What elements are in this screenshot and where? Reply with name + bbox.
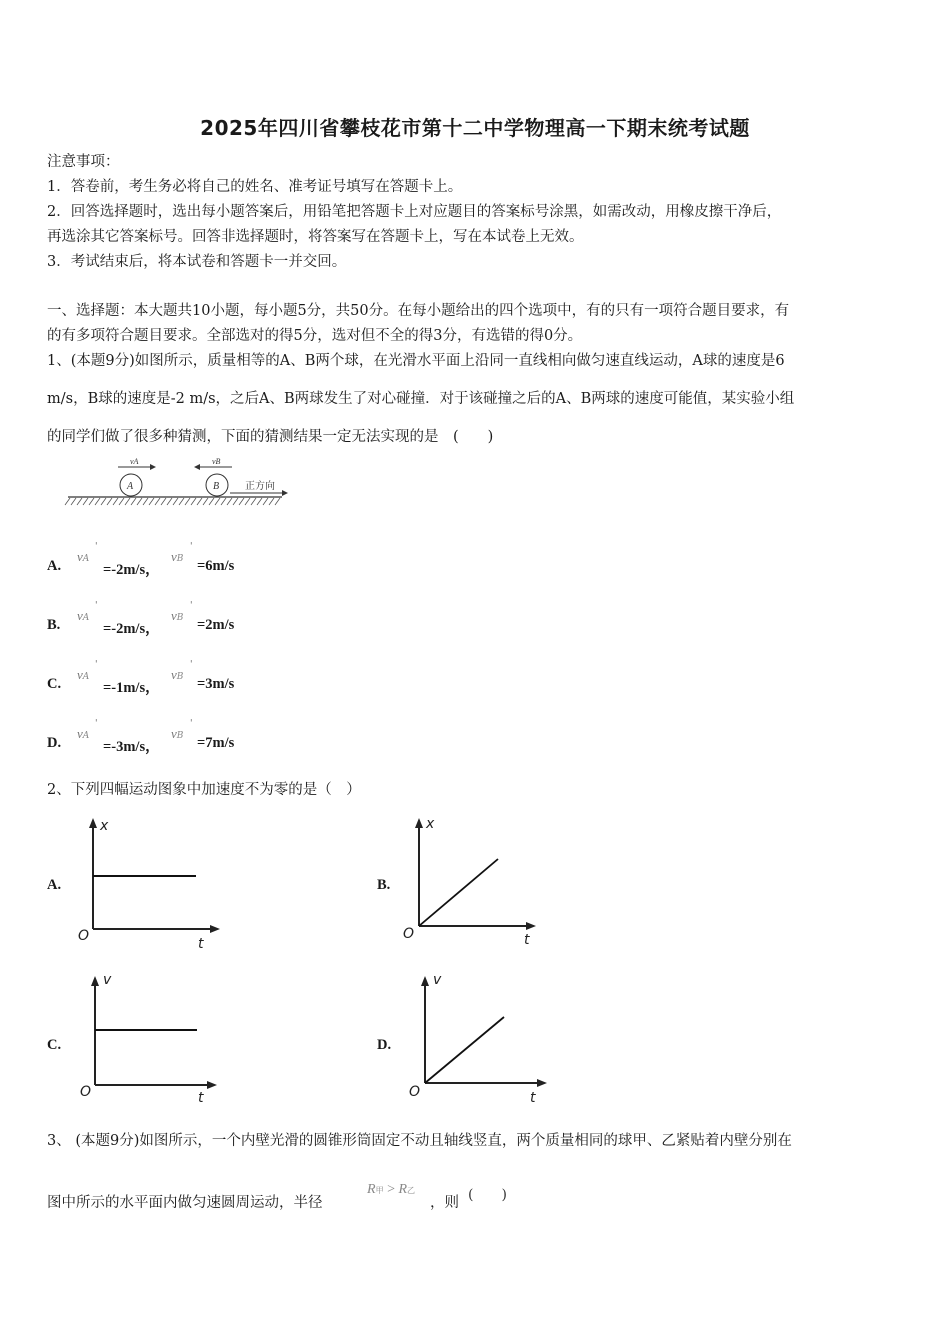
q1-option-c[interactable] — [47, 676, 61, 693]
hatch-stroke — [77, 498, 82, 505]
q2-option-d-letter[interactable]: D. — [377, 1037, 392, 1053]
q1-option-a-vb-value: =6m/s — [197, 558, 235, 574]
q1-option-b-va-symbol: vA — [77, 608, 90, 623]
q1-option-c-va-value: =-1m/s， — [103, 680, 160, 696]
direction-label: 正方向 — [245, 481, 275, 492]
x-axis-label: t — [530, 1090, 536, 1106]
q3-radius-formula: R甲 > R乙 — [367, 1182, 416, 1197]
ground-hatch — [65, 498, 280, 505]
q2-option-b-letter[interactable]: B. — [377, 877, 391, 893]
hatch-stroke — [167, 498, 172, 505]
q1-option-c-va-symbol: vA — [77, 667, 90, 682]
prime-mark: ' — [95, 601, 98, 611]
ball-b-label: B — [213, 481, 220, 492]
q3-answer-paren: ( ) — [468, 1187, 507, 1203]
notice-heading: 注意事项： — [47, 154, 120, 170]
q1-option-d-vb-value: =7m/s — [197, 735, 235, 751]
q3-line1: 3、 (本题9分)如图所示，一个内壁光滑的圆锥形筒固定不动且轴线竖直，两个质量相同的球甲、乙紧贴着内壁分别在 — [47, 1133, 792, 1149]
hatch-stroke — [143, 498, 148, 505]
x-axis-label: t — [524, 932, 530, 948]
hatch-stroke — [107, 498, 112, 505]
q2-graph-d[interactable] — [408, 970, 558, 1105]
section-heading-line1: 一、选择题：本大题共10小题，每小题5分，共50分。在每小题给出的四个选项中，有的只有一项符合题目要求，有 — [47, 303, 790, 319]
q2-option-c-letter[interactable]: C. — [47, 1037, 62, 1053]
hatch-stroke — [71, 498, 76, 505]
hatch-stroke — [119, 498, 124, 505]
hatch-stroke — [173, 498, 178, 505]
q1-option-a-va-value: =-2m/s， — [103, 562, 160, 578]
q1-line3: 的同学们做了很多种猜测，下面的猜测结果一定无法实现的是 ( ) — [47, 429, 494, 445]
y-axis-label: v — [433, 972, 442, 988]
section-heading-line2: 的有多项符合题目要求。全部选对的得5分，选对但不全的得3分，有选错的得0分。 — [47, 328, 583, 344]
hatch-stroke — [209, 498, 214, 505]
q2-graph-a[interactable] — [76, 816, 226, 951]
hatch-stroke — [65, 498, 70, 505]
q1-option-b[interactable] — [47, 617, 60, 634]
origin-label: O — [80, 1084, 92, 1100]
option-letter: B. — [47, 617, 61, 633]
hatch-stroke — [251, 498, 256, 505]
hatch-stroke — [239, 498, 244, 505]
hatch-stroke — [275, 498, 280, 505]
prime-mark: ' — [95, 542, 98, 552]
prime-mark: ' — [190, 660, 193, 670]
hatch-stroke — [83, 498, 88, 505]
hatch-stroke — [101, 498, 106, 505]
y-axis-label: x — [426, 816, 435, 832]
hatch-stroke — [155, 498, 160, 505]
q1-option-b-vb-symbol: vB — [171, 608, 184, 623]
origin-label: O — [409, 1084, 421, 1100]
graph-line — [419, 859, 498, 926]
q2-option-a-letter[interactable]: A. — [47, 877, 62, 893]
notice-item-2-cont: 再选涂其它答案标号。回答非选择题时，将答案写在答题卡上，写在本试卷上无效。 — [47, 229, 584, 245]
hatch-stroke — [245, 498, 250, 505]
x-axis-label: t — [198, 936, 204, 952]
q1-option-b-va-value: =-2m/s， — [103, 621, 160, 637]
notice-item-2: 2．回答选择题时，选出每小题答案后，用铅笔把答题卡上对应题目的答案标号涂黑，如需改动，用橡皮擦干净后， — [47, 204, 782, 220]
y-axis-label: v — [103, 972, 112, 988]
graph-line — [425, 1017, 504, 1083]
q1-line2: m/s，B球的速度是-2 m/s，之后A、B两球发生了对心碰撞．对于该碰撞之后的A、B两球的速度可能值，某实验小组 — [47, 391, 795, 407]
hatch-stroke — [113, 498, 118, 505]
q1-option-a-vb-symbol: vB — [171, 549, 184, 564]
prime-mark: ' — [190, 542, 193, 552]
hatch-stroke — [149, 498, 154, 505]
q1-option-d-va-value: =-3m/s， — [103, 739, 160, 755]
hatch-stroke — [191, 498, 196, 505]
q1-option-d-vb-symbol: vB — [171, 726, 184, 741]
prime-mark: ' — [95, 660, 98, 670]
hatch-stroke — [269, 498, 274, 505]
notice-item-1: 1．答卷前，考生务必将自己的姓名、准考证号填写在答题卡上。 — [47, 179, 463, 195]
hatch-stroke — [221, 498, 226, 505]
hatch-stroke — [203, 498, 208, 505]
hatch-stroke — [263, 498, 268, 505]
prime-mark: ' — [95, 719, 98, 729]
hatch-stroke — [227, 498, 232, 505]
q2-graph-c[interactable] — [78, 970, 228, 1105]
q1-option-c-vb-symbol: vB — [171, 667, 184, 682]
q1-option-b-vb-value: =2m/s — [197, 617, 235, 633]
q1-option-d-va-symbol: vA — [77, 726, 90, 741]
x-axis-label: t — [198, 1090, 204, 1106]
hatch-stroke — [257, 498, 262, 505]
q2-text: 2、下列四幅运动图象中加速度不为零的是（ ） — [47, 782, 361, 798]
q1-option-c-vb-value: =3m/s — [197, 676, 235, 692]
hatch-stroke — [95, 498, 100, 505]
q2-graph-b[interactable] — [402, 816, 552, 951]
hatch-stroke — [233, 498, 238, 505]
q3-line2-post: ，则 — [430, 1195, 459, 1211]
q1-option-d[interactable] — [47, 735, 61, 752]
hatch-stroke — [215, 498, 220, 505]
option-letter: A. — [47, 558, 62, 574]
option-letter: C. — [47, 676, 62, 692]
hatch-stroke — [137, 498, 142, 505]
label-va: vA — [130, 457, 139, 466]
label-vb: vB — [212, 457, 221, 466]
hatch-stroke — [125, 498, 130, 505]
prime-mark: ' — [190, 719, 193, 729]
q1-collision-figure — [60, 455, 290, 515]
q1-option-a[interactable] — [47, 558, 61, 575]
page-title: 2025年四川省攀枝花市第十二中学物理高一下期末统考试题 — [200, 116, 750, 140]
q1-option-a-va-symbol: vA — [77, 549, 90, 564]
hatch-stroke — [179, 498, 184, 505]
q3-line2-pre: 图中所示的水平面内做匀速圆周运动，半径 — [47, 1195, 323, 1211]
y-axis-label: x — [100, 818, 109, 834]
origin-label: O — [78, 928, 90, 944]
q1-line1: 1、(本题9分)如图所示，质量相等的A、B两个球，在光滑水平面上沿同一直线相向做匀速直线运动，A球的速度是6 — [47, 353, 785, 369]
ball-a-label: A — [127, 481, 134, 492]
hatch-stroke — [131, 498, 136, 505]
prime-mark: ' — [190, 601, 193, 611]
hatch-stroke — [89, 498, 94, 505]
hatch-stroke — [197, 498, 202, 505]
hatch-stroke — [161, 498, 166, 505]
origin-label: O — [403, 926, 415, 942]
option-letter: D. — [47, 735, 62, 751]
hatch-stroke — [185, 498, 190, 505]
notice-item-3: 3．考试结束后，将本试卷和答题卡一并交回。 — [47, 254, 347, 270]
